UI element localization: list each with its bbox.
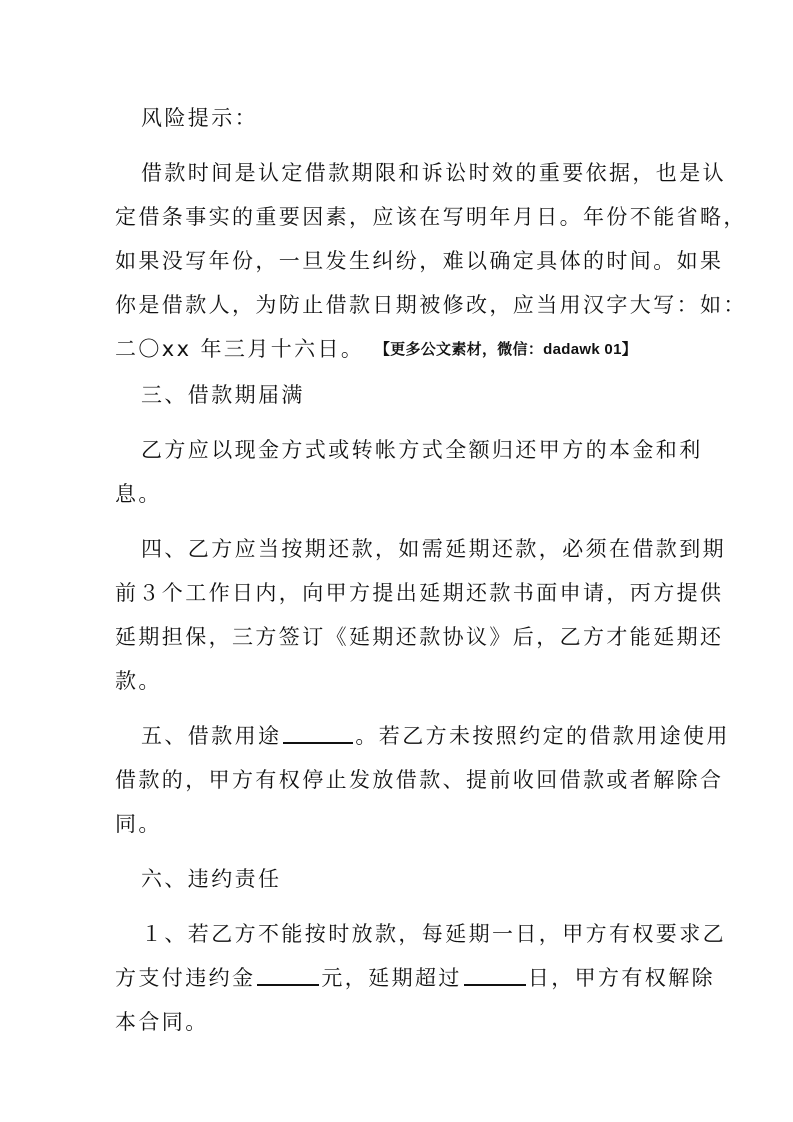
- risk-title: 风险提示：: [141, 106, 258, 130]
- purpose-blank: [283, 724, 353, 744]
- section-5-line-3: 同。: [115, 812, 162, 836]
- section-3-line-1: 乙方应以现金方式或转帐方式全额归还甲方的本金和利: [141, 438, 703, 462]
- risk-line-4: 你是借款人，为防止借款日期被修改，应当用汉字大写：如：: [115, 293, 747, 317]
- section-5-suffix: 。若乙方未按照约定的借款用途使用: [355, 724, 730, 748]
- termination-text: 日，甲方有权解除: [527, 966, 716, 990]
- section-4-line-2: 前３个工作日内，向甲方提出延期还款书面申请，丙方提供: [115, 581, 724, 605]
- risk-line-5: [115, 337, 637, 362]
- section-6-item-1-line-2: [115, 966, 715, 990]
- risk-date-text: 二〇xx 年三月十六日。: [115, 337, 365, 361]
- risk-line-1: 借款时间是认定借款期限和诉讼时效的重要依据，也是认: [141, 161, 726, 185]
- section-6-title: 六、违约责任: [141, 867, 282, 891]
- section-5-prefix: 五、借款用途: [141, 724, 282, 748]
- section-3-title: 三、借款期届满: [141, 383, 305, 407]
- risk-line-3: 如果没写年份，一旦发生纠纷，难以确定具体的时间。如果: [115, 249, 724, 273]
- section-6-item-1-line-3: 本合同。: [115, 1010, 209, 1034]
- section-3-line-2: 息。: [115, 482, 162, 506]
- section-5-line-2: 借款的，甲方有权停止发放借款、提前收回借款或者解除合: [115, 768, 724, 792]
- section-4-line-3: 延期担保，三方签订《延期还款协议》后，乙方才能延期还: [115, 625, 724, 649]
- source-note: 【更多公文素材，微信：dadawk 01】: [382, 341, 638, 358]
- section-6-item-1-line-1: １、若乙方不能按时放款，每延期一日，甲方有权要求乙: [141, 922, 726, 946]
- risk-line-2: 定借条事实的重要因素，应该在写明年月日。年份不能省略，: [115, 205, 747, 229]
- penalty-prefix: 方支付违约金: [115, 966, 256, 990]
- delay-prefix: 元，延期超过: [321, 966, 462, 990]
- penalty-amount-blank: [257, 966, 319, 986]
- section-4-line-1: 四、乙方应当按期还款，如需延期还款，必须在借款到期: [141, 537, 726, 561]
- section-5-line-1: [141, 724, 730, 748]
- delay-days-blank: [464, 966, 526, 986]
- section-4-line-4: 款。: [115, 669, 162, 693]
